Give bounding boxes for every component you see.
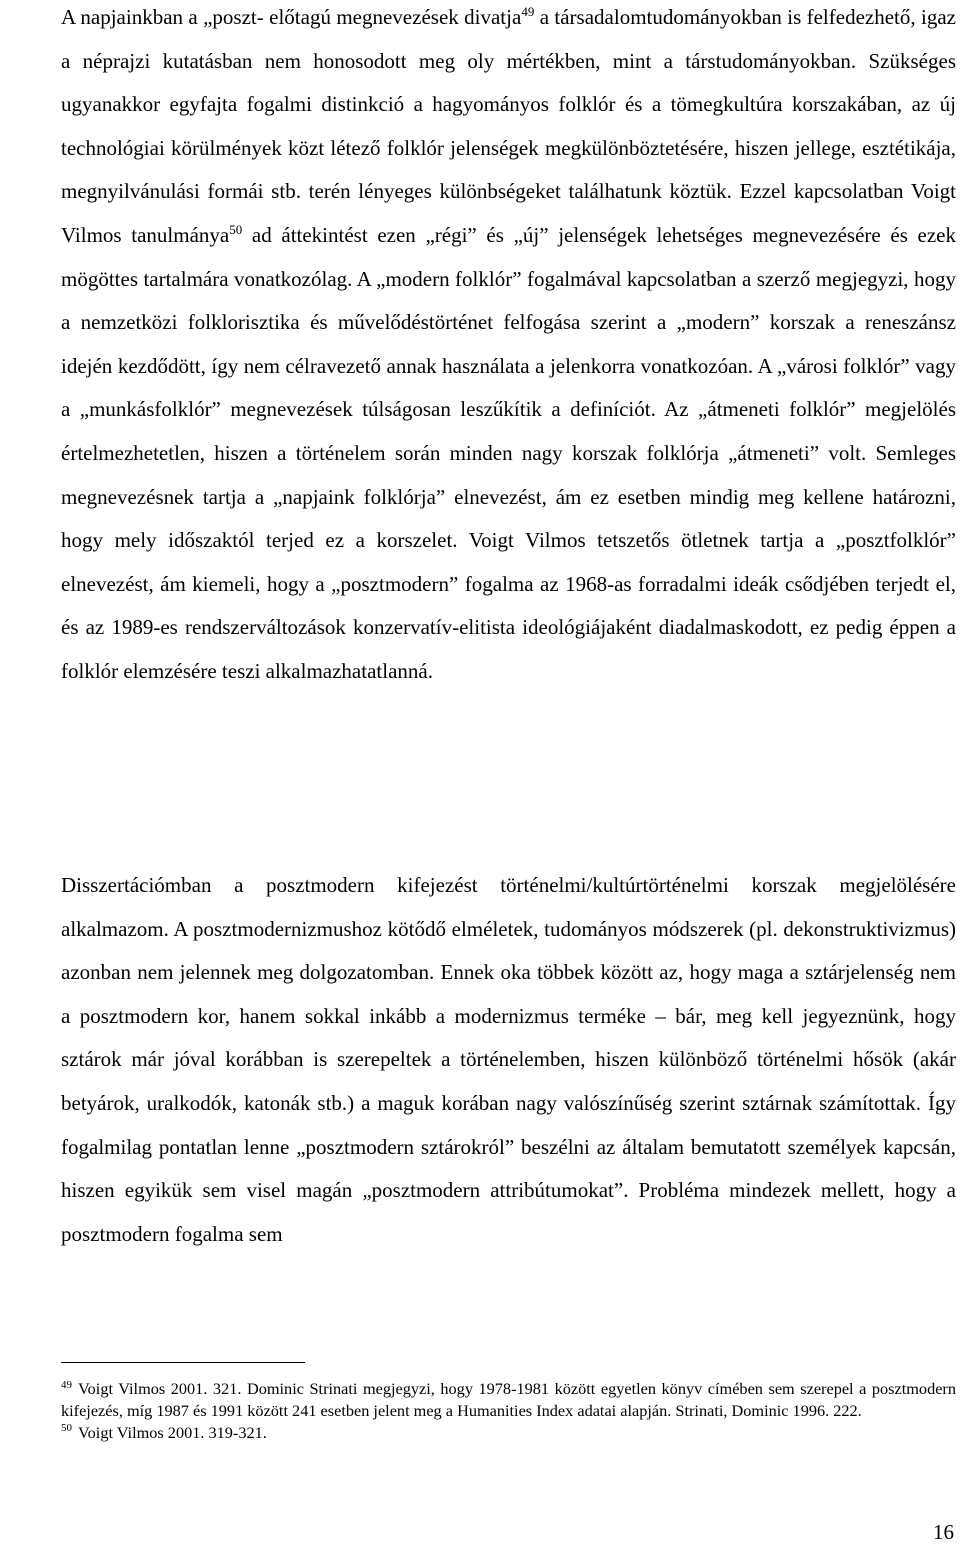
footnote-text: Voigt Vilmos 2001. 321. Dominic Strinati megjegyzi, hogy 1978-1981 között egyetlen könyv címében sem szerepel a posztmodern kifejezés, míg 1987 és 1991 között 241 esetben jelent meg a Humanities Index adatai alapján. Strinati, Dominic 1996. 222. [61,1379,956,1420]
paragraph-1-text-middle: a társadalomtudományokban is felfedezhető, igaz a néprajzi kutatásban nem honosodott meg oly mértékben, mint a társtudományokban. Szükséges ugyanakkor egyfajta fogalmi distinkció a hagyományos folklór és a tömegkultúra korszakában, az új technológiai körülmények közt létező folklór jelenségek megkülönböztetésére, hiszen jellege, esztétikája, megnyilvánulási formái stb. terén lényeges különbségeket találhatunk köztük. Ezzel kapcsolatban Voigt Vilmos tanulmánya [61,5,956,247]
body-paragraph-2: Disszertációmban a posztmodern kifejezést történelmi/kultúrtörténelmi korszak megjelölésére alkalmazom. A posztmodernizmushoz kötődő elméletek, tudományos módszerek (pl. dekonstruktivizmus) azonban nem jelennek meg dolgozatomban. Ennek oka többek között az, hogy maga a sztárjelenség nem a posztmodern kor, hanem sokkal inkább a modernizmus terméke – bár, meg kell jegyeznünk, hogy sztárok már jóval korábban is szerepeltek a történelemben, hiszen különböző történelmi hősök (akár betyárok, uralkodók, katonák stb.) a maguk korában nagy valószínűség szerint sztárnak számítottak. Így fogalmilag pontatlan lenne „posztmodern sztárokról” beszélni az általam bemutatott személyek kapcsán, hiszen egyikük sem visel magán „posztmodern attribútumokat”. Probléma mindezek mellett, hogy a posztmodern fogalma sem [61,873,956,1246]
footnote-text: Voigt Vilmos 2001. 319-321. [78,1422,267,1442]
footnotes-section [61,1378,956,1443]
footnote-50 [61,1422,956,1444]
paragraph-1-text-end: ad áttekintést ezen „régi” és „új” jelenségek lehetséges megnevezésére és ezek mögöttes tartalmára vonatkozólag. A „modern folklór” fogalmával kapcsolatban a szerző megjegyzi, hogy a nemzetközi folklorisztika és művelődéstörténet felfogása szerint a „modern” korszak a reneszánsz idején kezdődött, így nem célravezető annak használata a jelenkorra vonatkozóan. A „városi folklór” vagy a „munkásfolklór” megnevezések túlságosan leszűkítik a definíciót. Az „átmeneti folklór” megjelölés értelmezhetetlen, hiszen a történelem során minden nagy korszak folklórja „átmeneti” volt. Semleges megnevezésnek tartja a „napjaink folklórja” elnevezést, ám ez esetben mindig meg kellene határozni, hogy mely időszaktól terjed ez a korszelet. Voigt Vilmos tetszetős ötletnek tartja a „posztfolklór” elnevezést, ám kiemeli, hogy a „posztmodern” fogalma az 1968-as forradalmi ideák csődjében terjedt el, és az 1989-es rendszerváltozások konzervatív-elitista ideológiájaként diadalmaskodott, ez pedig éppen a folklór elemzésére teszi alkalmazhatatlanná. [61,222,956,683]
footnote-number: 49 [61,1378,72,1391]
footnote-separator [61,1362,305,1363]
page-number: 16 [933,1520,954,1544]
footnote-ref-50[interactable]: 50 [229,221,243,237]
footnote-ref-49[interactable]: 49 [521,4,535,19]
paragraph-1-text-start: A napjainkban a „poszt- előtagú megnevezések divatja [61,5,522,29]
footnote-number: 50 [61,1422,72,1435]
footnote-49 [61,1378,956,1422]
body-paragraph-1 [61,0,956,694]
